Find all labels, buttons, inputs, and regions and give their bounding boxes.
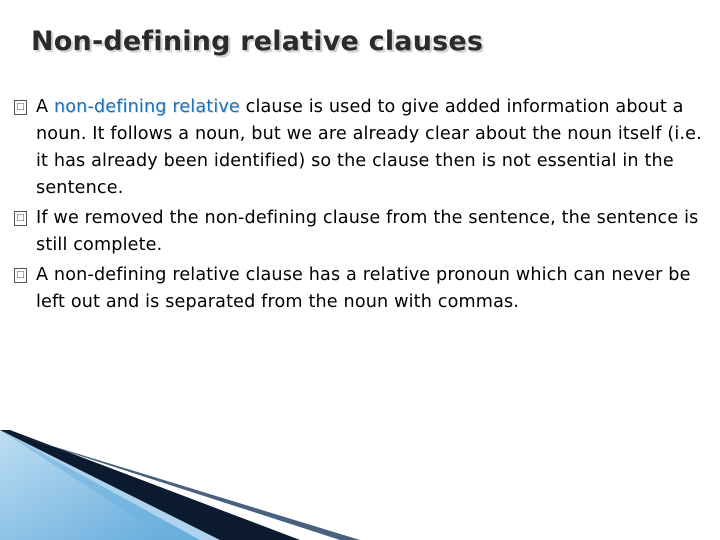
bullet-3-text: A non-defining relative clause has a relative pronoun which can never be left out and is separated from the noun with commas.: [36, 265, 691, 312]
decorative-swoosh: [0, 430, 720, 540]
bullet-item-1: [14, 94, 714, 202]
square-bullet-icon: □: [14, 100, 27, 115]
square-bullet-icon: □: [14, 211, 27, 226]
square-bullet-icon: □: [14, 268, 27, 283]
bullet-item-2: [14, 205, 714, 259]
bullet-list: [14, 94, 714, 319]
bullet-1-text: clause is used to give added information about a noun. It follows a noun, but we are already clear about the noun itself (i.e. it has already been identified) so the clause then is not essential in the sentence.: [36, 97, 702, 198]
bullet-item-3: [14, 262, 714, 316]
slide-title: Non-defining relative clauses: [31, 26, 484, 57]
bullet-1-highlight: non-defining relative: [53, 97, 240, 117]
bullet-1-prefix: A: [36, 97, 54, 117]
bullet-2-text: If we removed the non-defining clause from the sentence, the sentence is still complete.: [36, 208, 699, 255]
